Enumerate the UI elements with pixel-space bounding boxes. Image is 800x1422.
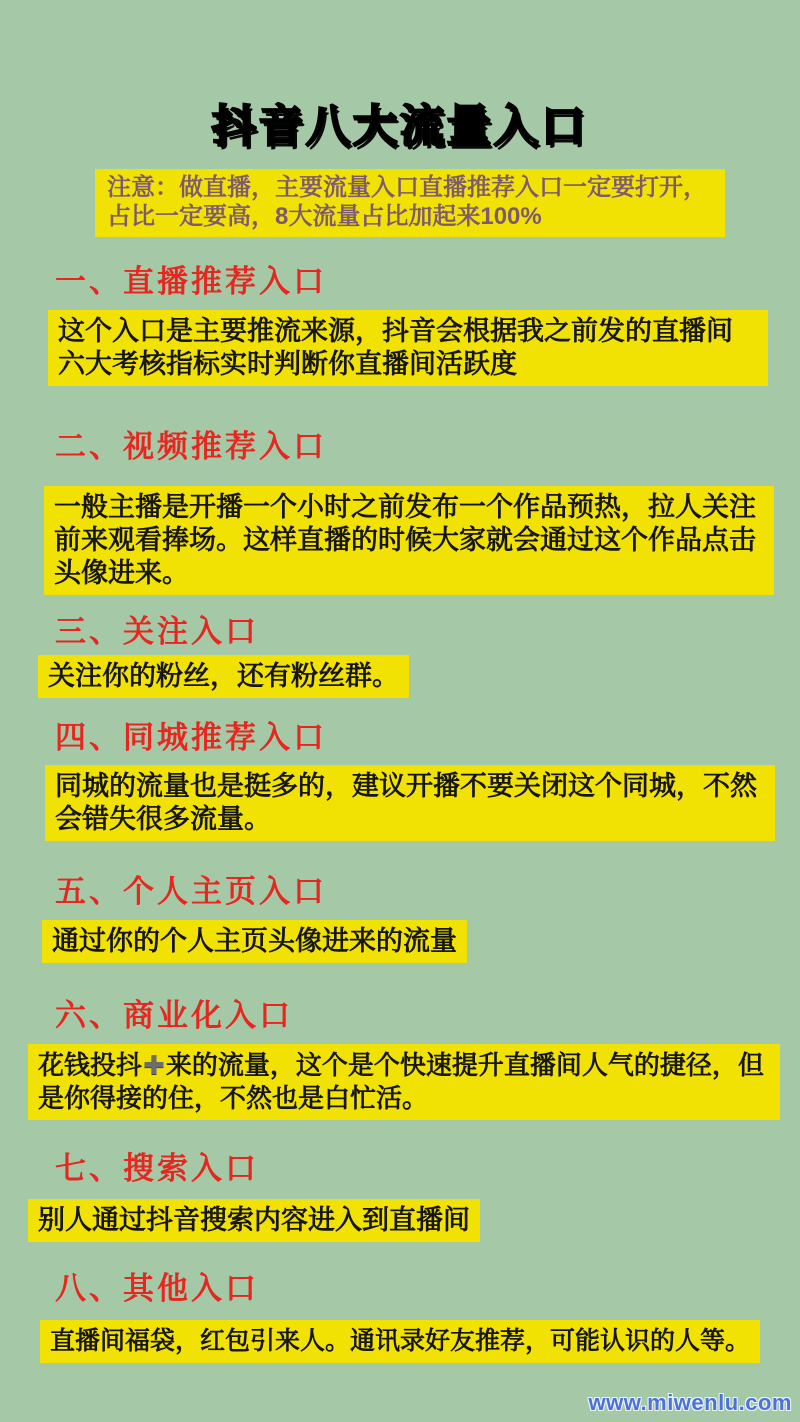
- section-2-body: 一般主播是开播一个小时之前发布一个作品预热，拉人关注前来观看捧场。这样直播的时候大家就会通过这个作品点击头像进来。: [44, 486, 774, 595]
- section-8-body: 直播间福袋，红包引来人。通讯录好友推荐，可能认识的人等。: [40, 1320, 760, 1363]
- section-7-body: 别人通过抖音搜索内容进入到直播间: [28, 1199, 480, 1242]
- section-3-heading: 三、关注入口: [55, 614, 259, 649]
- section-4-heading: 四、同城推荐入口: [55, 720, 327, 755]
- section-6-body-before: 花钱投抖: [38, 1050, 143, 1080]
- section-1-body: 这个入口是主要推流来源，抖音会根据我之前发的直播间六大考核指标实时判断你直播间活跃度: [48, 310, 768, 386]
- section-1-heading: 一、直播推荐入口: [55, 264, 327, 299]
- section-6-body-after: 来的流量，这个是个快速提升直播间人气的捷径，但是你得接的住，不然也是白忙活。: [38, 1050, 764, 1113]
- section-2-heading: 二、视频推荐入口: [55, 429, 327, 464]
- section-5-body: 通过你的个人主页头像进来的流量: [42, 920, 467, 963]
- notice-box: [95, 169, 725, 237]
- section-6-heading: 六、商业化入口: [55, 998, 293, 1033]
- section-3-body: 关注你的粉丝，还有粉丝群。: [38, 655, 409, 698]
- notice-text: 注意：做直播，主要流量入口直播推荐入口一定要打开，占比一定要高，8大流量占比加起来100%: [107, 174, 707, 230]
- section-8-heading: 八、其他入口: [55, 1271, 259, 1306]
- section-6-body: [28, 1044, 780, 1120]
- section-5-heading: 五、个人主页入口: [55, 874, 327, 909]
- section-7-heading: 七、搜索入口: [55, 1151, 259, 1186]
- watermark: www.miwenlu.com: [588, 1390, 792, 1415]
- plus-icon: ✚: [143, 1050, 165, 1080]
- page-title: 抖音八大流量入口: [212, 102, 588, 151]
- section-4-body: 同城的流量也是挺多的，建议开播不要关闭这个同城，不然会错失很多流量。: [45, 765, 775, 841]
